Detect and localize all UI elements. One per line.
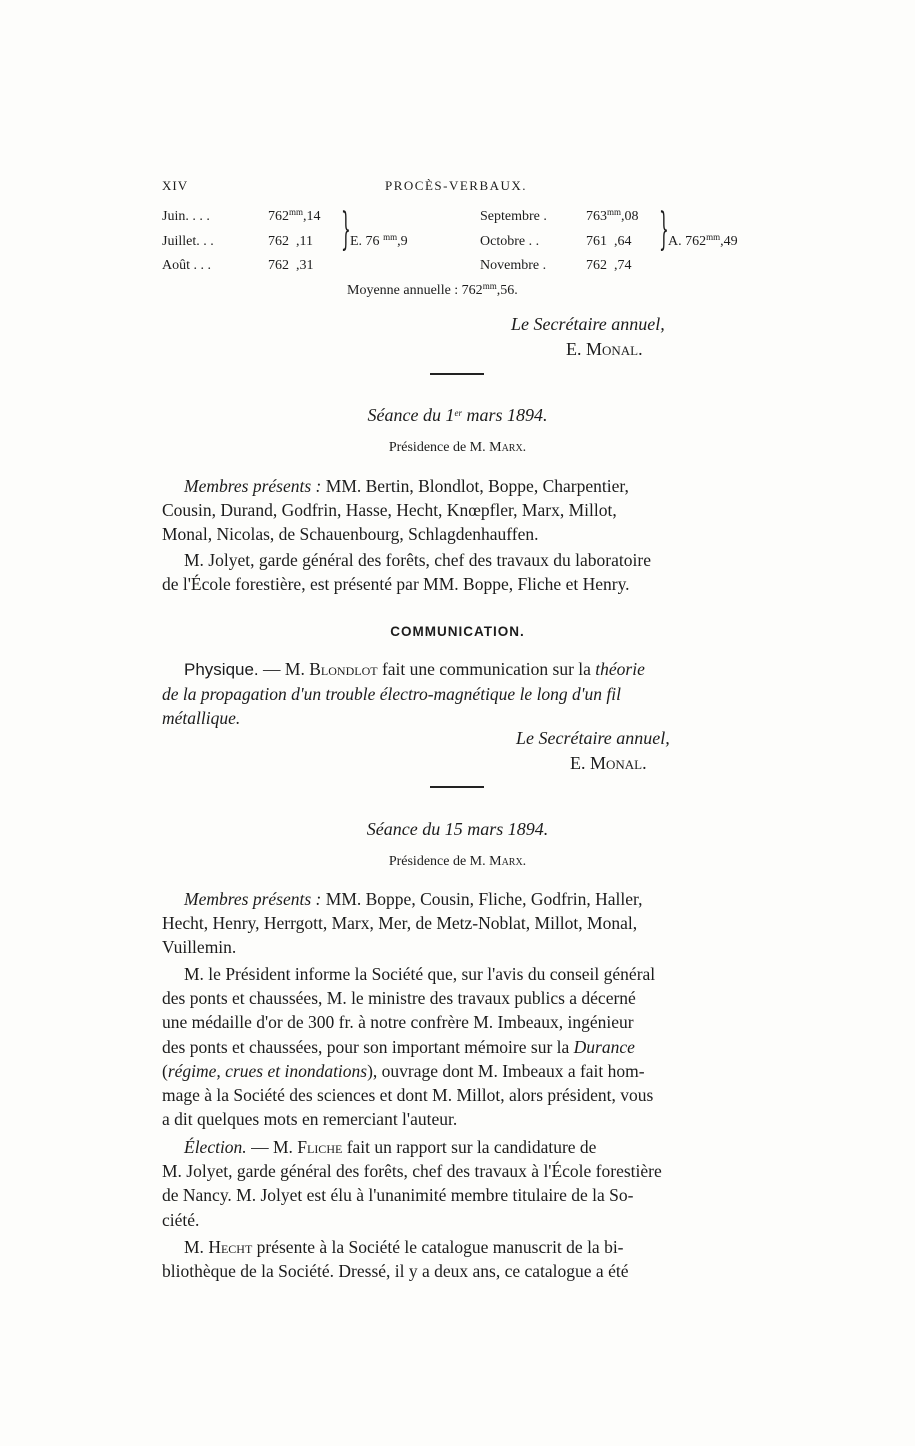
- section-divider: [430, 373, 484, 375]
- page-number: XIV: [162, 178, 189, 193]
- month-value: 762 ,74: [586, 258, 632, 273]
- physique-communication: Physique. — M. Blondlot fait une communication sur la théorie de la propagation d'un trouble électro-magnétique le long d'un fil métallique.: [162, 659, 645, 729]
- president-announcement: M. le Président informe la Société que, sur l'avis du conseil général des ponts et chaussées, M. le ministre des travaux publics a décerné une médaille d'or de 300 fr. à notre confrère M. Imbeaux, ingénieur des ponts et chaussées, pour son important mémoire sur la Durance (régime, crues et inondations), ouvrage dont M. Imbeaux a fait hom- mage à la Société des sciences et dont M. Millot, alors président, vous a dit quelques mots en remerciant l'auteur.: [162, 964, 656, 1130]
- month-value: $762^{mm},14$: [268, 207, 321, 224]
- members-present: Membres présents : MM. Bertin, Blondlot, Boppe, Charpentier, Cousin, Durand, Godfrin, Hasse, Hecht, Knœpfler, Marx, Millot, Monal, Nicolas, de Schauenbourg, Schlagdenhauffen.: [162, 476, 629, 545]
- month-label: Septembre .: [480, 209, 547, 224]
- annual-average: Moyenne annuelle : $762^{mm},56$.: [347, 281, 518, 298]
- running-title: PROCÈS-VERBAUX.: [385, 178, 528, 193]
- month-label: Novembre .: [480, 258, 547, 273]
- summer-brace: }: [341, 204, 351, 255]
- month-value: $763^{mm},08$: [586, 207, 639, 224]
- secretary-title: Le Secrétaire annuel,: [511, 314, 665, 334]
- month-value: 761 ,64: [586, 234, 632, 249]
- communication-heading: COMMUNICATION.: [390, 624, 525, 639]
- month-label: Octobre . .: [480, 234, 540, 249]
- session-title: Séance du 15 mars 1894.: [366, 819, 549, 839]
- session-title: Séance du 1er mars 1894.: [367, 405, 548, 425]
- hecht-catalogue: M. Hecht présente à la Société le catalogue manuscrit de la bi- bliothèque de la Société. Dressé, il y a deux ans, ce catalogue a été: [162, 1237, 629, 1282]
- month-label: Juin. . . .: [162, 209, 210, 224]
- presidency: Présidence de M. Marx.: [388, 440, 527, 455]
- month-label: Août . . .: [162, 258, 211, 273]
- summer-average: E. 76 $^{mm}$,9: [350, 232, 408, 249]
- secretary-name: E. Monal.: [566, 339, 643, 359]
- election-report: Élection. — M. Fliche fait un rapport sur la candidature de M. Jolyet, garde général des forêts, chef des travaux à l'École forestière de Nancy. M. Jolyet est élu à l'unanimité membre titulaire de la So- ciété.: [162, 1137, 662, 1230]
- jolyet-presentation: M. Jolyet, garde général des forêts, chef des travaux du laboratoire de l'École forestière, est présenté par MM. Boppe, Fliche et Henry.: [162, 550, 651, 595]
- secretary-name: E. Monal.: [570, 753, 647, 773]
- month-value: 762 ,11: [268, 234, 313, 249]
- autumn-brace: }: [659, 204, 669, 255]
- presidency: Présidence de M. Marx.: [388, 854, 527, 869]
- members-present: Membres présents : MM. Boppe, Cousin, Fliche, Godfrin, Haller, Hecht, Henry, Herrgott, Marx, Mer, de Metz-Noblat, Millot, Monal, Vuillemin.: [162, 889, 643, 958]
- section-divider: [430, 786, 484, 788]
- secretary-title: Le Secrétaire annuel,: [516, 728, 670, 748]
- autumn-average: A. $762^{mm},49$: [668, 232, 738, 249]
- month-value: 762 ,31: [268, 258, 314, 273]
- month-label: Juillet. . .: [162, 234, 214, 249]
